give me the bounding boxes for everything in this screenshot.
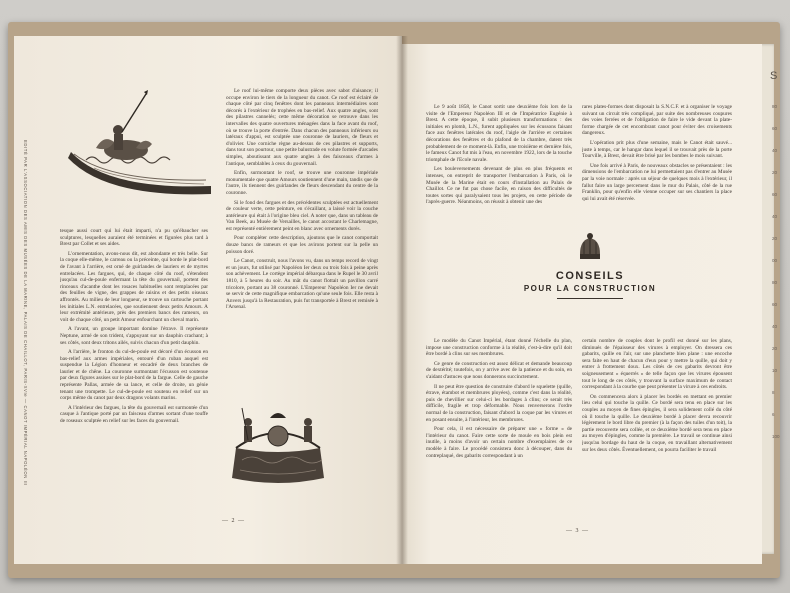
heading-line-1: CONSEILS — [555, 270, 625, 282]
page-number-left: — 2 — — [222, 518, 245, 524]
scale-number: 20 — [772, 346, 778, 351]
paragraph: Ce genre de construction est assez délicat et demande beaucoup de dextérité; toutefois, on y arrive avec de la patience et du soin, en s'aidant d'astuces que nous donnerons succinctement. — [426, 360, 572, 380]
right-page-column-1 — [426, 104, 572, 224]
paragraph: Le roof lui-même comporte deux pièces avec sabot d'aisance; il occupe environ le tiers de la longueur du canot. Ce roof est éclairé de chaque côté par cinq fenêtres dont les panneaux intermédiaires sont décorés à l'extérieur de trophées en bas-relief. Aux quatre angles, sont des pilastres cannelés; cette même décoration se retrouve dans les intervalles des quatre ouvertures ménagées dans la face avant du roof, où se trouve la porte d'entrée. Dans chacun des panneaux inférieurs ou latéraux d'appui, est sculptée une couronne de lauriers, de fleurs et d'olivier. Une corniche règne au-dessus de ces pilastres et supports, dans tout son pourtour, une petite balustrade en volute formée d'arcades simples, aboutissant aux quatre angles à des faisceaux d'armes à l'antique, semblables à ceux du gouvernail. — [226, 88, 378, 167]
scale-number: 100 — [772, 434, 780, 439]
book-gutter — [396, 36, 408, 564]
scale-number: 60 — [772, 192, 778, 197]
paragraph: tesque aussi court qui lui était imparti, n'a pu qu'ébaucher ses sculptures, lesquelles auraient été terminées et figurées plus tard à Brest par Collet et ses aides. — [60, 228, 208, 248]
scale-number: 60 — [772, 302, 778, 307]
scale-number: 20 — [772, 170, 778, 175]
paragraph: Pour cela, il est nécessaire de préparer une « forme » de l'intérieur du canot. Faire cette sorte de moule en bois plein est inutile, à moins d'avoir un certain nombre d'exemplaires de ce modèle à faire. Le procédé consistera donc à découper, dans du contreplaqué, des gabarits correspondant à un — [426, 426, 572, 459]
scale-number: 40 — [772, 148, 778, 153]
scale-number: 8 — [772, 390, 775, 395]
paragraph: L'ornementation, avons-nous dit, est abondante et très belle. Sur la coque elle-même, le carreau ou la préceinte, qui borde le plat-bord de l'avant à l'arrière, est orné de guirlandes de lauriers et de myrtes entrelacées. Les fargues, qui, de chaque côté du roof, s'étendent jusqu'au cul-de-poule enfermant la tête du gouvernail, portent des rinceaux d'acanthe dont les rosaces habituelles sont remplacées par des feuilles de vigne, des grappes de raisins et des petits oiseaux affrontés. Au milieu de leur longueur, se trouve un cartouche portant les initiales L.N. entrelacées, que soutiennent deux petits Amours. A leur extrémité antérieure, près des premiers bancs des rameurs, on voit de chaque côté, un petit Amour enfourchant un cheval marin. — [60, 250, 208, 323]
scale-number: 40 — [772, 324, 778, 329]
paragraph: Le modèle du Canot Impérial, étant donné l'échelle du plan, impose une construction conforme à la réalité, c'est-à-dire qu'il doit être bordé à clins sur ses membrures. — [426, 338, 572, 358]
paragraph: Le Canot, construit, nous l'avons vu, dans un temps record de vingt et un jours, fut utilisé par Napoléon Ier deux ou trois fois à peine après son achèvement. Le cortège impérial débarqua dans le Rupel le 30 avril 1810, à 5 heures du soir. Au mât du canot flottait un pavillon carré tricolore, portant au 38 couronné. L'Empereur Napoléon Ier ne devait se servir de cette magnifique embarcation qu'une seule fois. Elle resta à Anvers jusqu'à la Restauration, puis fut transportée à Brest et remisée à l'Arsenal. — [226, 258, 378, 311]
paragraph: A l'intérieur des fargues, la tête du gouvernail est surmontée d'un casque à l'antique porté par un faisceau d'armes sortant d'une touffe de roseaux sculptée en relief sur les faces du gouvernail. — [60, 404, 208, 425]
paragraph: Si le fond des fargues et des précédentes sculptées est actuellement de couleur verte, cette peinture, en s'écaillant, a laissé voir la couche antérieure qui était à l'origine bleu ciel. A noter que, dans un tableau de Van Beek, au Musée de Versailles, le canot accostant le Charlemagne, est représenté entièrement peint en blanc avec ornements dorés. — [226, 199, 378, 232]
paragraph: rares plates-formes dont disposait la S.N.C.F. et à organiser le voyage suivant un circuit très compliqué, par suite des nombreuses coupures des voies ferrées et de l'obligation de faire le vide devant la plate-forme chargée de cet encombrant canot pour éviter des croisements dangereux. — [582, 104, 732, 137]
paragraph: Une fois arrivé à Paris, de nouveaux obstacles se présentaient : les dimensions de l'embarcation ne lui permettaient pas d'entrer au Musée par la voie normale : après un séjour de quelques mois à l'extérieur, il fallut faire un large percement dans le mur du Palais, côté de la rue Franklin, pour qu'enfin elle vienne occuper sur ses chantiers la place qui lui avait été réservée. — [582, 162, 732, 202]
paragraph: Pour compléter cette description, ajoutons que le canot comportait douze bancs de rameurs et que les avirons portent sur la pelle un poisson doré. — [226, 235, 378, 255]
right-page-column-4 — [582, 338, 732, 526]
spine-imprint: EDITÉ PAR L'ASSOCIATION DES AMIS DES MUSÉES DE LA MARINE, PALAIS DE CHAILLOT, PARIS-XVIe — CANOT IMPÉRIAL NAPOLÉON III — [23, 140, 28, 486]
right-page-column-2 — [582, 104, 732, 224]
right-page-column-3 — [426, 338, 572, 526]
scale-number: 20 — [772, 236, 778, 241]
crown-ornament-icon — [576, 232, 604, 262]
page-number-right: — 3 — — [566, 528, 589, 534]
scale-number: 80 — [772, 280, 778, 285]
paragraph: On commencera alors à placer les bordés en mettant en premier lieu celui qui touche la quille. Ce bordé sera tenu en place sur les couples au moyen de fines épingles, il sera solidement collé du côté où il touche la quille. Le deuxième bordé à placer devra recouvrir légèrement le bord libre du premier (à la façon des tuiles d'un toit), la partie recouverte sera collée, et ce deuxième bordé sera tenu en place au moyen d'épingles, comme la première. Le travail se continue ainsi jusqu'au bordage du haut de la coque, en travaillant alternativement sur les deux côtés. Éventuellement, on pourra faciliter le travail — [582, 393, 732, 453]
heading-rule — [557, 298, 623, 299]
left-page-column-2 — [226, 88, 378, 374]
paragraph: certain nombre de couples dont le profil est donné sur les plans, diminués de l'épaisseur des virures à employer. On dressera ces gabarits, quille en l'air, sur une planchette bien plane : une encoche sera faite en haut de chacun d'eux pour y mettre la quille, qui doit y entrer à frottement doux. Les côtés de ces gabarits devront être soigneusement « équerrés » de telle façon que les virures épousent tout le long de ces côtés, y trouvant la surface maximum de contact correspondant à la courbe que peut présenter la virure à ces endroits. — [582, 338, 732, 391]
paragraph: L'opération prit plus d'une semaine, mais le Canot était sauvé... juste à temps, car le hangar dans lequel il se trouvait près de la porte Tourville, à Brest, devait être brisé par les bombes le mois suivant. — [582, 139, 732, 160]
heading-line-2: POUR LA CONSTRUCTION — [523, 284, 657, 293]
scale-number: 10 — [772, 368, 778, 373]
paragraph: A l'avant, un groupe important domine l'étrave. Il représente Neptune, armé de son trident, s'appuyant sur un dauphin crachant; à ses côtés, sont deux tritons ailés, suivis chacun d'un petit dauphin. — [60, 326, 208, 346]
section-heading — [510, 270, 670, 299]
scale-number: 6 — [772, 412, 775, 417]
scale-number: 60 — [772, 126, 778, 131]
paragraph: Il ne peut être question de construire d'abord le squelette (quille, étrave, étambot et membrures ployées), comme c'est dans la réalité, puis de chevillier sur celui-ci les bordages à clins; ce serait très difficile, fragile et trop déformable. Nous renverserons l'ordre normal de la construction, faisant d'abord la coque par les virures et en posant ensuite, à l'intérieur, les membrures. — [426, 383, 572, 423]
stern-sculpture-illustration — [222, 378, 334, 488]
paragraph: Les bouleversements devenant de plus en plus fréquents et intenses, on entreprit de transporter l'embarcation à Paris, où le Musée de la Marine était en cours d'installation au Palais de Chaillot. Ce ne fut pas chose facile, en raison des difficultés de toutes sortes qui paralysaient tous les projets, en cette période de l'après-guerre. Néanmoins, on réussit à obtenir une des — [426, 166, 572, 206]
scale-number: 00 — [772, 258, 778, 263]
scale-number: 40 — [772, 214, 778, 219]
paragraph: A l'arrière, le fronton du cul-de-poule est décoré d'un écusson en bas-relief aux armes impériales, entouré d'un ruban auquel est suspendue la Légion d'honneur et encadré de deux branches de laurier et de chêne. La couronne surmontant l'écusson est soutenue par deux figures assises sur le plat-bord de la fargue. Celle de gauche représente Pallas, armée de sa lance, et celle de droite, un génie tenant une trompette. Le cul-de-poule est soutenu en relief sur un corps même du canot par deux dragons volants marins. — [60, 349, 208, 402]
plan-edge-letter: S — [770, 70, 778, 82]
paragraph: Le 9 août 1858, le Canot sortit une deuxième fois lors de la visite de l'Empereur Napoléon III et de l'Impératrice Eugénie à Brest. A cette époque, il subit plusieurs transformations : des initiales en plomb, L.N., furent appliquées sur les écussons faisant face aux fenêtres latérales du roof, l'aigle de l'arrière et certaines décorations des fenêtres et du plafond de la chambre, datent très probablement de ce moment-là. Enfin, une troisième et dernière fois, le fameux Canot fut mis à l'eau, en novembre 1922, lors de la touche triomphale de l'Ecole navale. — [426, 104, 572, 163]
paragraph: Enfin, surmontant le roof, se trouve une couronne impériale monumentale que quatre Amours soutiennent d'une main, tandis que de l'autre, ils tiennent des guirlandes de fleurs descendant du centre de la couronne. — [226, 170, 378, 196]
bow-sculpture-illustration — [66, 90, 216, 198]
left-page-column-1 — [60, 228, 208, 548]
plan-edge-scale — [772, 96, 786, 448]
scale-number: 80 — [772, 104, 778, 109]
